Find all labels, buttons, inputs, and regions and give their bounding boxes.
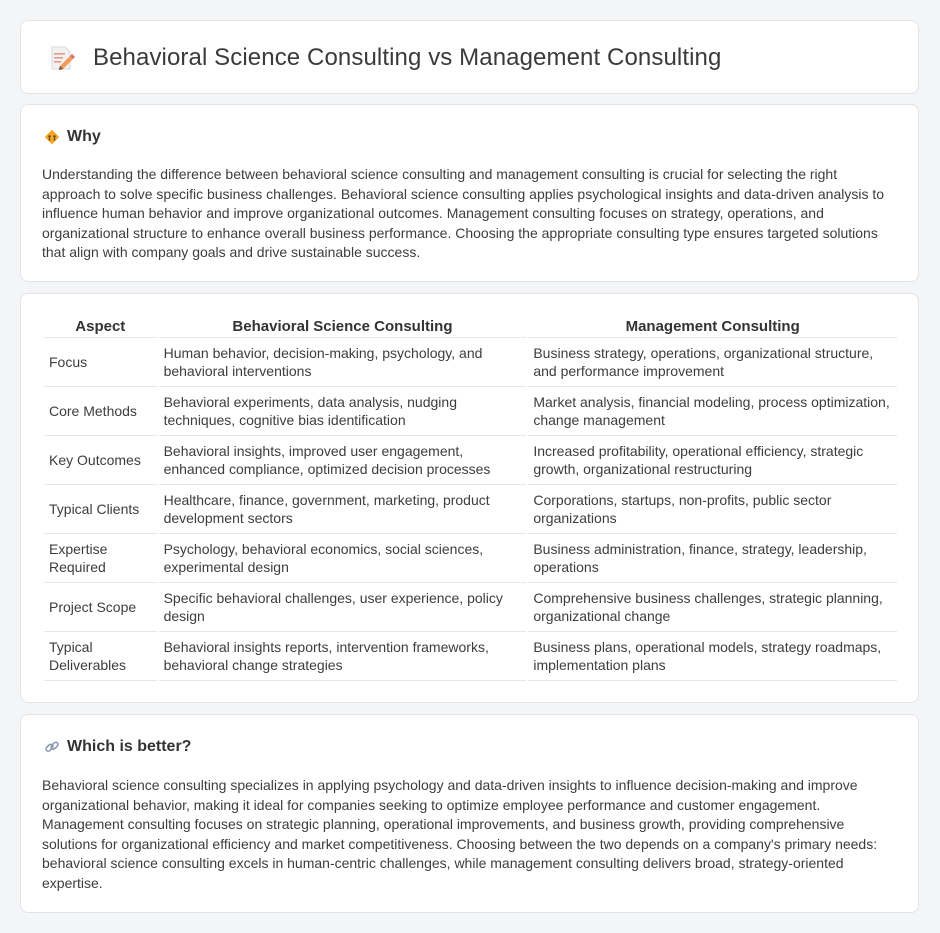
row-behavioral: Behavioral experiments, data analysis, nudging techniques, cognitive bias identification (159, 387, 527, 436)
row-management: Increased profitability, operational efficiency, strategic growth, organizational restructuring (528, 436, 897, 485)
row-aspect: Core Methods (44, 387, 157, 436)
row-behavioral: Behavioral insights reports, intervention frameworks, behavioral change strategies (159, 632, 527, 681)
link-icon (44, 739, 60, 755)
table-row (44, 534, 897, 583)
header-aspect: Aspect (44, 316, 157, 338)
why-heading: Why (67, 128, 101, 145)
row-aspect: Project Scope (44, 583, 157, 632)
which-better-heading: Which is better? (67, 738, 192, 755)
row-management: Business plans, operational models, strategy roadmaps, implementation plans (528, 632, 897, 681)
row-management: Market analysis, financial modeling, process optimization, change management (528, 387, 897, 436)
table-header-row (44, 316, 897, 338)
table-row (44, 436, 897, 485)
table-row (44, 387, 897, 436)
row-aspect: Key Outcomes (44, 436, 157, 485)
document-pencil-icon (46, 43, 76, 73)
row-behavioral: Healthcare, finance, government, marketing, product development sectors (159, 485, 527, 534)
row-management: Corporations, startups, non-profits, public sector organizations (528, 485, 897, 534)
table-row (44, 338, 897, 387)
which-better-section (20, 714, 919, 913)
header-behavioral: Behavioral Science Consulting (159, 316, 527, 338)
row-aspect: Expertise Required (44, 534, 157, 583)
row-management: Business administration, finance, strategy, leadership, operations (528, 534, 897, 583)
table-row (44, 485, 897, 534)
row-aspect: Typical Clients (44, 485, 157, 534)
row-behavioral: Psychology, behavioral economics, social sciences, experimental design (159, 534, 527, 583)
title-card (20, 20, 919, 94)
comparison-table (42, 316, 899, 681)
which-better-body: Behavioral science consulting specializes in applying psychology and data-driven insights to influence decision-making and improve organizational behavior, making it ideal for companies seeking to optimize employee performance and customer engagement. Management consulting focuses on strategic planning, operational improvements, and business growth, providing comprehensive solutions for organizational efficiency and market competitiveness. Choosing between the two depends on a company's primary needs: behavioral science consulting excels in human-centric challenges, while management consulting delivers broad, strategy-oriented expertise. (42, 777, 878, 891)
row-management: Business strategy, operations, organizational structure, and performance improvement (528, 338, 897, 387)
header-management: Management Consulting (528, 316, 897, 338)
page-title: Behavioral Science Consulting vs Management Consulting (93, 44, 722, 71)
row-behavioral: Specific behavioral challenges, user experience, policy design (159, 583, 527, 632)
table-row (44, 632, 897, 681)
diamond-sign-icon (44, 129, 60, 145)
row-management: Comprehensive business challenges, strategic planning, organizational change (528, 583, 897, 632)
table-row (44, 583, 897, 632)
comparison-section (20, 293, 919, 703)
why-section (20, 104, 919, 282)
row-behavioral: Behavioral insights, improved user engagement, enhanced compliance, optimized decision processes (159, 436, 527, 485)
row-aspect: Typical Deliverables (44, 632, 157, 681)
row-behavioral: Human behavior, decision-making, psychology, and behavioral interventions (159, 338, 527, 387)
why-body: Understanding the difference between behavioral science consulting and management consulting is crucial for selecting the right approach to solve specific business challenges. Behavioral science consulting applies psychological insights and data-driven analysis to influence human behavior and improve organizational outcomes. Management consulting focuses on strategy, operations, and organizational structure to enhance overall business performance. Choosing the appropriate consulting type ensures targeted solutions that align with company goals and drive sustainable success. (42, 166, 885, 260)
row-aspect: Focus (44, 338, 157, 387)
